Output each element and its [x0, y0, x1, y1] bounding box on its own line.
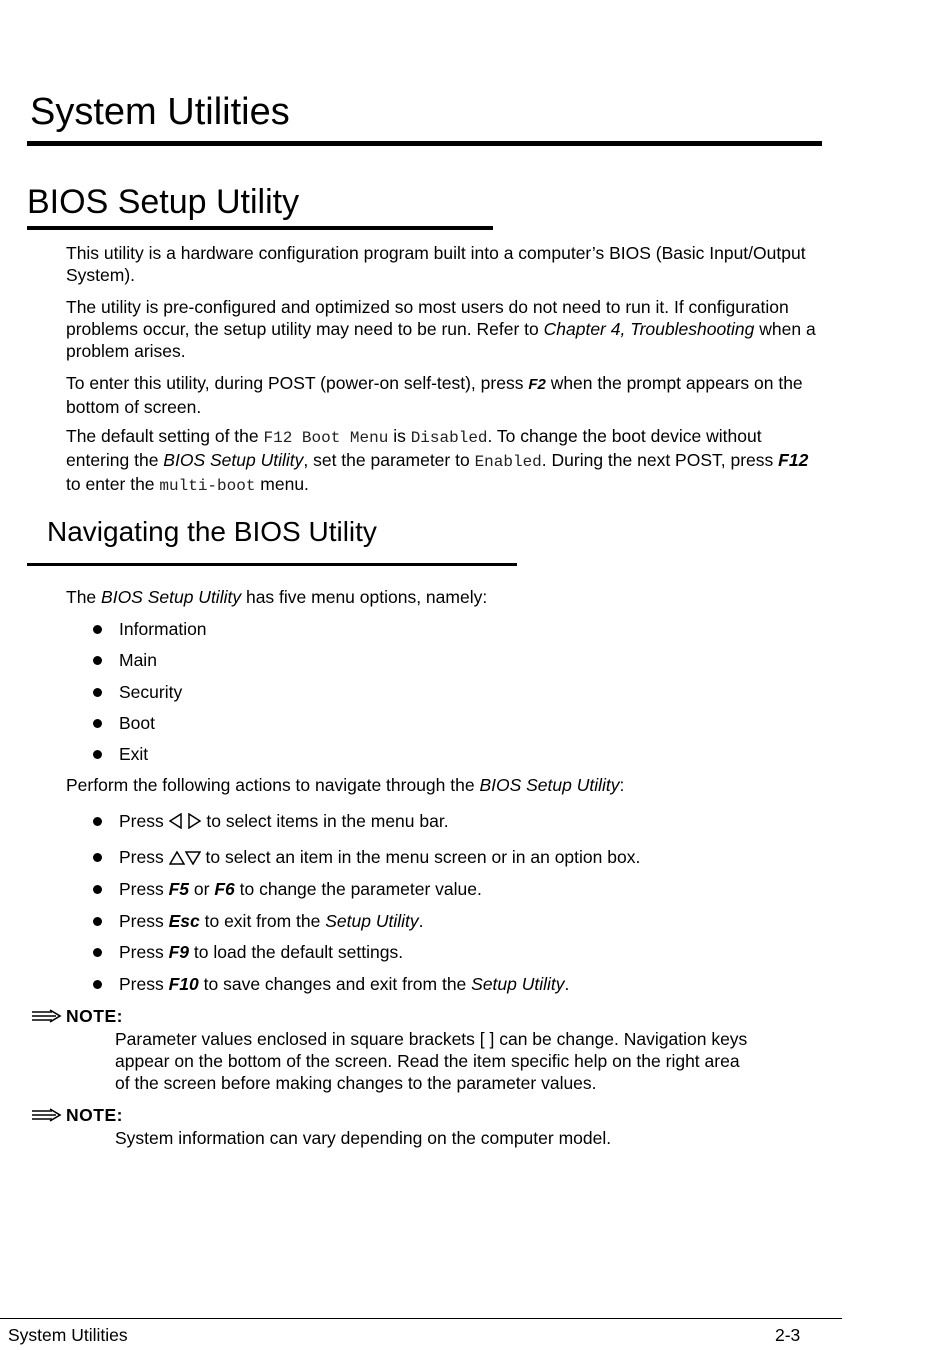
f6-key: F6 — [214, 879, 235, 899]
action-f5-f6: Press F5 or F6 to change the parameter value. — [119, 879, 482, 899]
bullet-icon — [93, 688, 102, 697]
action-left-right: Press to select items in the menu bar. — [119, 811, 449, 831]
menu-option-security: Security — [119, 682, 183, 702]
f12-key: F12 — [778, 450, 809, 470]
down-arrow-icon — [185, 851, 201, 865]
page-number: 2-3 — [775, 1325, 801, 1345]
bullet-icon — [93, 719, 102, 728]
menu-option-main: Main — [119, 650, 157, 670]
multi-boot-code: multi-boot — [159, 477, 256, 495]
menu-option-boot: Boot — [119, 713, 155, 733]
note-icon — [32, 1009, 62, 1023]
menu-option-information: Information — [119, 619, 207, 639]
bullet-icon — [93, 750, 102, 759]
f2-key: F2 — [528, 376, 546, 393]
bullet-icon — [93, 885, 102, 894]
note-label: NOTE: — [66, 1006, 123, 1026]
bullet-icon — [93, 625, 102, 634]
f10-key: F10 — [168, 974, 199, 994]
note-icon — [32, 1108, 62, 1122]
action-esc: Press Esc to exit from the Setup Utility. — [119, 911, 424, 931]
bullet-icon — [93, 917, 102, 926]
section-title-rule — [27, 226, 493, 230]
enter-utility-paragraph: To enter this utility, during POST (power-on self-test), press F2 when the prompt appears on the bottom of screen. — [66, 373, 803, 417]
enabled-code: Enabled — [474, 453, 542, 471]
subsection-title-rule — [27, 563, 517, 566]
bullet-icon — [93, 853, 102, 862]
menu-options-intro: The BIOS Setup Utility has five menu options, namely: — [66, 587, 488, 607]
esc-key: Esc — [168, 911, 200, 931]
boot-menu-paragraph: The default setting of the F12 Boot Menu is Disabled. To change the boot device without entering the BIOS Setup Utility, set the parameter to Enabled. During the next POST, press F12 to enter the multi-boot menu. — [66, 426, 809, 495]
subsection-title: Navigating the BIOS Utility — [47, 516, 377, 547]
intro-paragraph: This utility is a hardware configuration program built into a computer’s BIOS (Basic Input/Output System). — [66, 243, 806, 285]
right-arrow-icon — [187, 813, 201, 829]
f9-key: F9 — [168, 942, 190, 962]
action-up-down: Press to select an item in the menu screen or in an option box. — [119, 847, 641, 867]
chapter-title: System Utilities — [30, 91, 290, 133]
left-arrow-icon — [169, 813, 183, 829]
preconfigured-paragraph: The utility is pre-configured and optimized so most users do not need to run it. If configuration problems occur, the setup utility may need to be run. Refer to Chapter 4, Troubleshooting when a problem arises. — [66, 297, 816, 361]
bullet-icon — [93, 817, 102, 826]
bullet-icon — [93, 980, 102, 989]
note-text: System information can vary depending on the computer model. — [115, 1128, 612, 1148]
f5-key: F5 — [168, 879, 190, 899]
disabled-code: Disabled — [410, 429, 488, 447]
footer-rule — [0, 1318, 842, 1319]
up-arrow-icon — [169, 851, 185, 865]
action-f9: Press F9 to load the default settings. — [119, 942, 404, 962]
chapter-reference: Chapter 4, Troubleshooting — [543, 319, 755, 339]
actions-intro: Perform the following actions to navigate through the BIOS Setup Utility: — [66, 775, 625, 795]
f12-boot-menu-code: F12 Boot Menu — [263, 429, 389, 447]
note-text: Parameter values enclosed in square brackets [ ] can be change. Navigation keys appear on the bottom of the screen. Read the item specific help on the right area of the screen before making changes to the parameter values. — [115, 1029, 748, 1093]
chapter-title-rule — [27, 141, 822, 146]
bullet-icon — [93, 948, 102, 957]
footer-chapter-name: System Utilities — [8, 1325, 128, 1345]
section-title: BIOS Setup Utility — [27, 183, 300, 221]
note-label: NOTE: — [66, 1105, 123, 1125]
bullet-icon — [93, 656, 102, 665]
action-f10: Press F10 to save changes and exit from the Setup Utility. — [119, 974, 570, 994]
menu-option-exit: Exit — [119, 744, 149, 764]
